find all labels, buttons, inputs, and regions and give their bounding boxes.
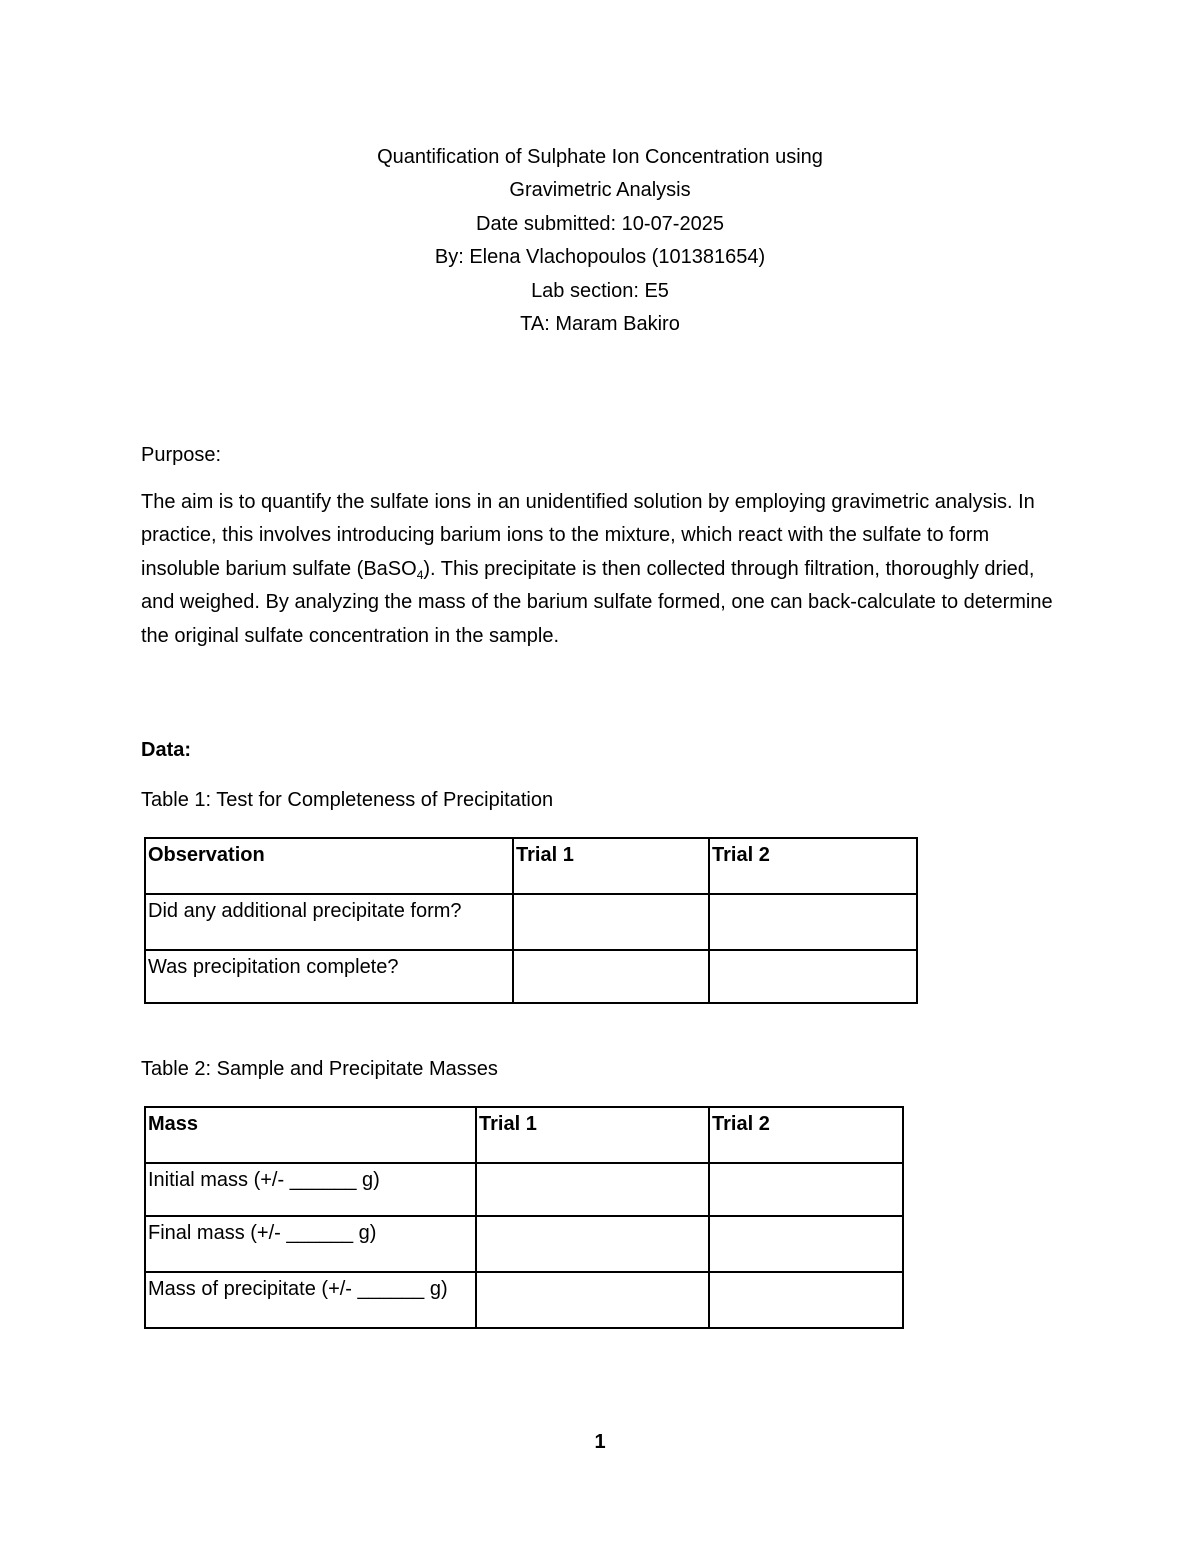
table-row: [145, 894, 917, 950]
title-line-2: Gravimetric Analysis: [509, 179, 691, 202]
table-2-row-1-trial-2: [709, 1163, 903, 1216]
table-2-row-3-trial-1: [476, 1272, 709, 1328]
purpose-text-part-2: ). This precipitate is then collected through filtration, thoroughly dried, and weighed. By analyzing the mass of the barium sulfate formed, one can back-calculate to determine the original sulfate concentration in the sample.: [141, 557, 1053, 647]
purpose-text-part-1: The aim is to quantify the sulfate ions in an unidentified solution by employing gravimetric analysis. In practice, this involves introducing barium ions to the mixture, which react with the sulfate to form insoluble barium sulfate (BaSO: [141, 491, 1035, 580]
purpose-paragraph: [141, 486, 1056, 653]
table-2-header-trial-2: Trial 2: [709, 1107, 903, 1163]
table-2-header-trial-1: Trial 1: [476, 1107, 709, 1163]
table-1-header-trial-2: Trial 2: [709, 838, 917, 894]
table-2-caption: Table 2: Sample and Precipitate Masses: [141, 1058, 498, 1080]
table-row: [145, 1216, 903, 1272]
title-block: [0, 141, 1200, 341]
data-heading: Data:: [141, 739, 192, 761]
table-2-row-3-trial-2: [709, 1272, 903, 1328]
page-number: 1: [594, 1431, 606, 1453]
table-2: [144, 1106, 904, 1329]
table-1: [144, 837, 918, 1004]
table-2-row-1-trial-1: [476, 1163, 709, 1216]
title-line-1: Quantification of Sulphate Ion Concentration using: [377, 146, 823, 168]
table-row: [145, 1163, 903, 1216]
table-2-header-row: [145, 1107, 903, 1163]
purpose-heading: Purpose:: [141, 444, 222, 466]
table-1-row-2-label: Was precipitation complete?: [145, 950, 513, 1003]
purpose-subscript: 4: [416, 567, 424, 582]
table-1-row-2-trial-1: [513, 950, 709, 1003]
lab-section: Lab section: E5: [531, 279, 669, 302]
table-2-row-3-label: Mass of precipitate (+/- ______ g): [145, 1272, 476, 1328]
table-1-row-2-trial-2: [709, 950, 917, 1003]
table-2-header-mass: Mass: [145, 1107, 476, 1163]
table-2-row-2-trial-1: [476, 1216, 709, 1272]
table-row: [145, 950, 917, 1003]
table-1-caption: Table 1: Test for Completeness of Precipitation: [141, 789, 554, 811]
table-1-header-observation: Observation: [145, 838, 513, 894]
table-1-header-trial-1: Trial 1: [513, 838, 709, 894]
date-submitted: Date submitted: 10-07-2025: [476, 212, 724, 235]
table-1-header-row: [145, 838, 917, 894]
table-2-row-1-label: Initial mass (+/- ______ g): [145, 1163, 476, 1216]
table-1-row-1-label: Did any additional precipitate form?: [145, 894, 513, 950]
table-1-row-1-trial-2: [709, 894, 917, 950]
ta-line: TA: Maram Bakiro: [520, 312, 680, 335]
table-2-row-2-trial-2: [709, 1216, 903, 1272]
table-2-row-2-label: Final mass (+/- ______ g): [145, 1216, 476, 1272]
table-1-row-1-trial-1: [513, 894, 709, 950]
table-row: [145, 1272, 903, 1328]
author-line: By: Elena Vlachopoulos (101381654): [434, 246, 766, 269]
